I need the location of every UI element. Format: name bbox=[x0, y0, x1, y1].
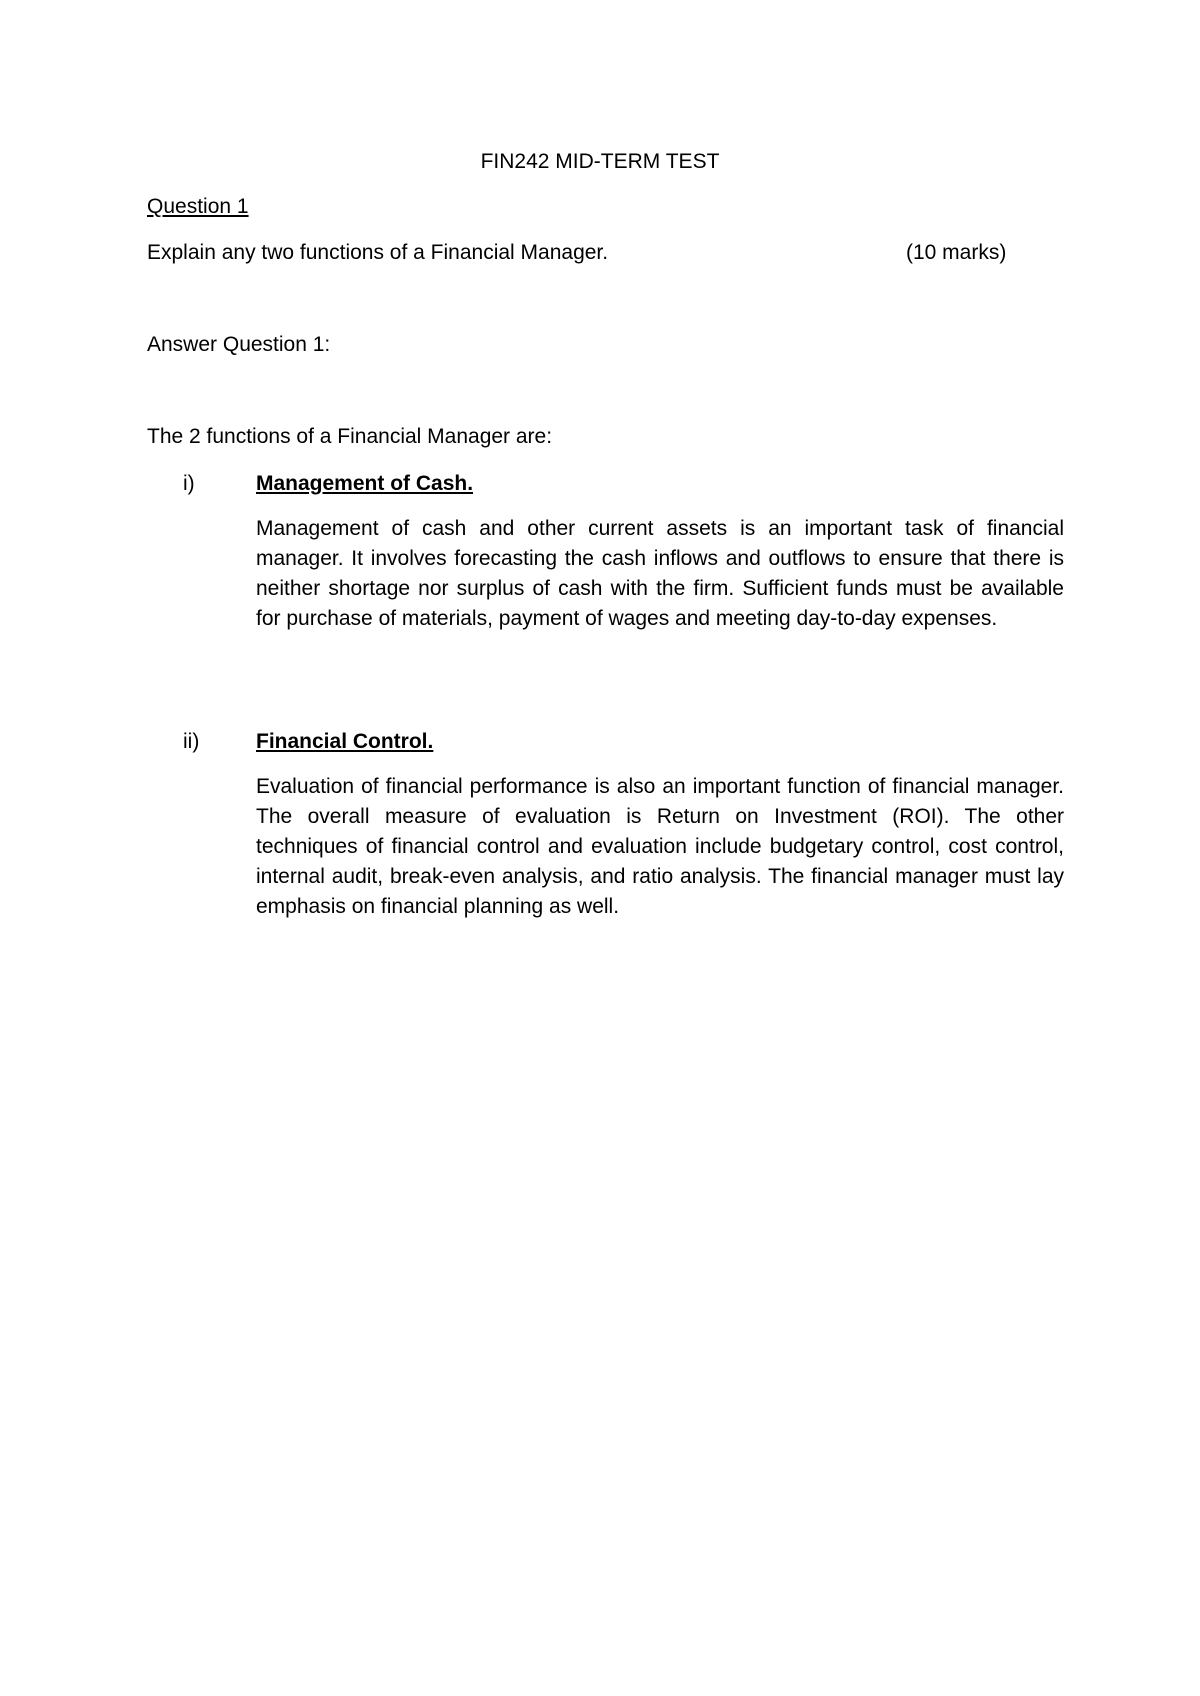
list-item-number: i) bbox=[183, 472, 195, 495]
list-item-body: Evaluation of financial performance is also an important function of financial manager. The overall measure of evaluation is Return on Investment (ROI). The other techniques of financial control and evaluation include budgetary control, cost control, internal audit, break-even analysis, and ratio analysis. The financial manager must lay emphasis on financial planning as well. bbox=[256, 775, 1064, 918]
list-item-title: Financial Control. bbox=[256, 730, 434, 753]
document-title: FIN242 MID-TERM TEST bbox=[480, 150, 720, 173]
list-item-title: Management of Cash. bbox=[256, 472, 474, 495]
list-item-body: Management of cash and other current assets is an important task of financial manager. It involves forecasting the cash inflows and outflows to ensure that there is neither shortage nor surplus of cash with the firm. Sufficient funds must be available for purchase of materials, payment of wages and meeting day-to-day expenses. bbox=[256, 517, 1064, 630]
question-heading: Question 1 bbox=[147, 195, 249, 218]
answer-intro: The 2 functions of a Financial Manager are: bbox=[147, 425, 553, 448]
list-item-number: ii) bbox=[183, 730, 200, 753]
question-text: Explain any two functions of a Financial Manager. bbox=[147, 241, 609, 264]
question-marks: (10 marks) bbox=[906, 241, 1007, 264]
answer-heading: Answer Question 1: bbox=[147, 333, 331, 356]
